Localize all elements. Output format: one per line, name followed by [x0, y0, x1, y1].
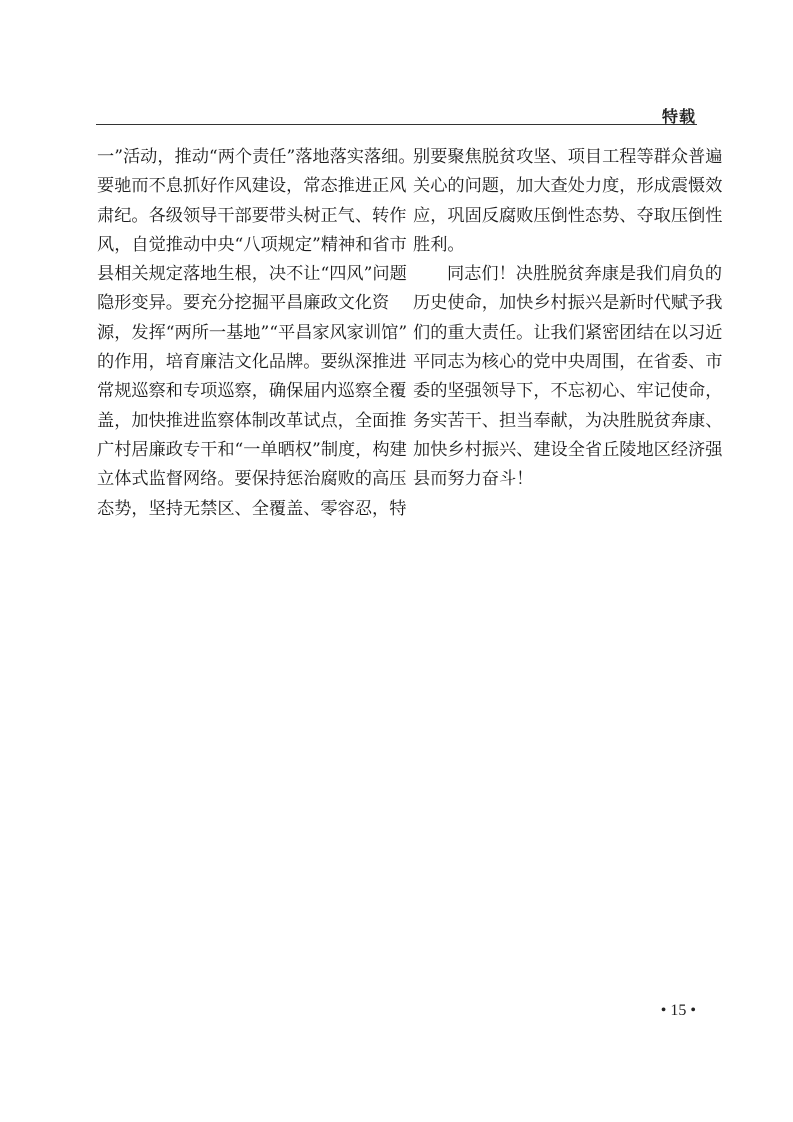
text-line: 历史使命，加快乡村振兴是新时代赋予我 [413, 293, 723, 314]
header-rule [96, 124, 697, 125]
text-line: 立体式监督网络。要保持惩治腐败的高压 [97, 469, 407, 490]
text-line: 隐形变异。要充分挖掘平昌廉政文化资 [97, 293, 390, 314]
paragraph-2 [413, 260, 723, 494]
text-line: 广村居廉政专干和“一单晒权”制度，构建 [97, 439, 407, 460]
paragraph-1 [413, 143, 723, 260]
left-column [97, 143, 416, 524]
text-line: 平同志为核心的党中央周围，在省委、市 [413, 352, 723, 373]
text-line: 们的重大责任。让我们紧密团结在以习近 [413, 322, 723, 343]
text-line: 一”活动，推动“两个责任”落地落实落细。 [97, 147, 416, 167]
page-number: • 15 • [660, 1002, 696, 1019]
text-line: 胜利。 [413, 234, 465, 255]
text-line: 盖，加快推进监察体制改革试点，全面推 [97, 410, 407, 431]
text-line: 县相关规定落地生根，决不让“四风”问题 [97, 264, 407, 285]
text-line: 别要聚焦脱贫攻坚、项目工程等群众普遍 [413, 147, 723, 167]
text-line: 源，发挥“两所一基地”“平昌家风家训馆” [97, 322, 408, 343]
text-line: 肃纪。各级领导干部要带头树正气、转作 [97, 205, 407, 226]
text-line: 要驰而不息抓好作风建设，常态推进正风 [97, 176, 407, 197]
right-column [413, 143, 723, 495]
text-line: 同志们！决胜脱贫奔康是我们肩负的 [447, 264, 723, 285]
text-line: 的作用，培育廉洁文化品牌。要纵深推进 [97, 352, 407, 373]
section-label: 特载 [661, 107, 696, 126]
text-line: 务实苦干、担当奉献，为决胜脱贫奔康、 [413, 410, 723, 431]
text-line: 委的坚强领导下，不忘初心、牢记使命， [413, 381, 723, 402]
text-line: 态势，坚持无禁区、全覆盖、零容忍，特 [97, 498, 407, 519]
text-line: 常规巡察和专项巡察，确保届内巡察全覆 [97, 381, 407, 402]
text-line: 加快乡村振兴、建设全省丘陵地区经济强 [413, 439, 723, 460]
text-line: 风，自觉推动中央“八项规定”精神和省市 [97, 234, 407, 255]
text-line: 应，巩固反腐败压倒性态势、夺取压倒性 [413, 205, 723, 226]
text-line: 县而努力奋斗！ [413, 469, 534, 490]
text-line: 关心的问题，加大查处力度，形成震慑效 [413, 176, 723, 197]
